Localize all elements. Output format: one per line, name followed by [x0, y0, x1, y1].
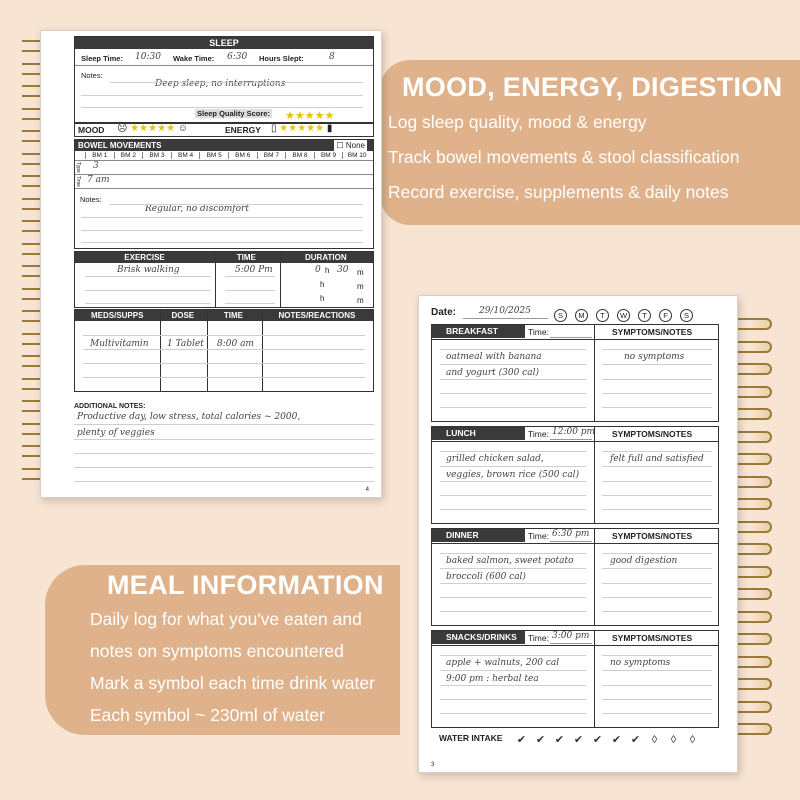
exercise-duration-header: DURATION: [304, 253, 347, 262]
meds-header: MEDS/SUPPS: [90, 311, 144, 320]
additional-notes-line2[interactable]: plenty of veggies: [77, 428, 155, 438]
page-number: 4: [365, 487, 369, 493]
bowel-column-header: BM 9: [314, 152, 343, 159]
date-value[interactable]: 29/10/2025: [479, 306, 531, 316]
meal-food-line1[interactable]: apple + walnuts, 200 cal: [446, 658, 560, 668]
bowel-column-header: BM 8: [285, 152, 314, 159]
meal-time-label: Time:: [528, 531, 549, 541]
symptoms-header: SYMPTOMS/NOTES: [612, 531, 693, 541]
meal-time-label: Time:: [528, 429, 549, 439]
bowel-column-header: BM 2: [114, 152, 143, 159]
meds-section: [74, 309, 374, 392]
bowel-column-header: BM 6: [228, 152, 257, 159]
meal-food-line2[interactable]: and yogurt (300 cal): [446, 368, 539, 378]
meds-time-value[interactable]: 8:00 am: [217, 339, 254, 349]
mood-scale[interactable]: ☹ ★★★★★ ☺: [117, 123, 189, 134]
water-intake-tracker: [515, 730, 705, 748]
meal-time-value[interactable]: 12:00 pm: [552, 427, 596, 437]
meal-section: [431, 324, 719, 422]
duration-h-unit: h: [325, 266, 330, 275]
meal-name: DINNER: [432, 529, 525, 542]
exercise-activity-value[interactable]: Brisk walking: [117, 265, 180, 275]
panel-bullet: Each symbol ~ 230ml of water: [90, 705, 325, 725]
weekday-circle[interactable]: M: [575, 309, 588, 322]
water-drop-checked-icon[interactable]: ✔: [535, 734, 546, 746]
bowel-header: BOWEL MOVEMENTS: [78, 141, 162, 150]
weekday-circle[interactable]: W: [617, 309, 630, 322]
meds-name-value[interactable]: Multivitamin: [90, 339, 149, 349]
exercise-time-value[interactable]: 5:00 Pm: [235, 265, 273, 275]
sleep-notes-value[interactable]: Deep sleep, no interruptions: [155, 79, 286, 89]
symptoms-header: SYMPTOMS/NOTES: [612, 327, 693, 337]
meal-food-line1[interactable]: oatmeal with banana: [446, 352, 542, 362]
hours-slept-value[interactable]: 8: [329, 52, 335, 62]
panel-bullet: Record exercise, supplements & daily notes: [388, 182, 729, 202]
duration-m-unit: m: [357, 282, 364, 291]
water-drop-checked-icon[interactable]: ✔: [630, 734, 641, 746]
bowel-column-header: BM 4: [171, 152, 200, 159]
meal-symptom-note[interactable]: felt full and satisfied: [610, 454, 704, 464]
panel-bullet: Log sleep quality, mood & energy: [388, 112, 647, 132]
meal-symptom-note[interactable]: no symptoms: [610, 658, 671, 668]
meal-food-line1[interactable]: baked salmon, sweet potato: [446, 556, 574, 566]
meal-section: [431, 528, 719, 626]
meal-food-line1[interactable]: grilled chicken salad,: [446, 454, 544, 464]
bowel-notes-label: Notes:: [80, 195, 102, 204]
sleep-section: [74, 36, 374, 123]
bowel-column-header: BM 7: [257, 152, 286, 159]
additional-notes-label: ADDITIONAL NOTES:: [74, 403, 146, 410]
exercise-section: [74, 251, 374, 308]
journal-page-right: [418, 295, 738, 773]
bowel-time-label: Time: [75, 176, 81, 187]
water-drop-checked-icon[interactable]: ✔: [573, 734, 584, 746]
meds-dose-value[interactable]: 1 Tablet: [167, 339, 204, 349]
weekday-circle[interactable]: T: [638, 309, 651, 322]
sleep-quality-stars[interactable]: ★★★★★: [285, 110, 335, 122]
bowel-section: [74, 139, 374, 249]
symptoms-header: SYMPTOMS/NOTES: [612, 633, 693, 643]
meal-time-value[interactable]: 6:30 pm: [552, 529, 590, 539]
panel-bullet: Track bowel movements & stool classification: [388, 147, 740, 167]
dose-header: DOSE: [171, 311, 195, 320]
meal-section: [431, 426, 719, 524]
weekday-circle[interactable]: S: [554, 309, 567, 322]
bowel-none-checkbox[interactable]: ☐ None: [336, 141, 365, 150]
hours-slept-label: Hours Slept:: [259, 54, 304, 63]
exercise-duration-m-value[interactable]: 30: [337, 265, 349, 275]
sleep-quality-label: Sleep Quality Score:: [197, 109, 270, 118]
bowel-type-value[interactable]: 3: [93, 161, 99, 171]
meds-time-header: TIME: [223, 311, 243, 320]
bowel-notes-value[interactable]: Regular, no discomfort: [145, 204, 249, 214]
energy-scale[interactable]: ▯ ★★★★★ ▮: [271, 123, 333, 134]
meal-time-value[interactable]: 3:00 pm: [552, 631, 590, 641]
panel-title: MOOD, ENERGY, DIGESTION: [402, 72, 783, 102]
bowel-column-header: BM 10: [342, 152, 371, 159]
weekday-selector: [554, 305, 701, 323]
bowel-column-header: BM 1: [85, 152, 114, 159]
panel-bullet: Daily log for what you've eaten and: [90, 609, 362, 629]
meal-section: [431, 630, 719, 728]
reactions-header: NOTES/REACTIONS: [278, 311, 356, 320]
meal-name: BREAKFAST: [432, 325, 525, 338]
weekday-circle[interactable]: S: [680, 309, 693, 322]
meal-name: SNACKS/DRINKS: [432, 631, 525, 644]
page-number: 3: [431, 762, 435, 768]
spiral-binding-right: [738, 318, 772, 746]
water-drop-icon[interactable]: ◊: [670, 734, 677, 746]
energy-label: ENERGY: [225, 125, 261, 135]
exercise-header: EXERCISE: [124, 253, 165, 262]
bowel-type-label: Type: [75, 162, 81, 173]
panel-bullet: Mark a symbol each time drink water: [90, 673, 375, 693]
water-intake-label: WATER INTAKE: [439, 733, 503, 743]
meal-food-line2[interactable]: broccoli (600 cal): [446, 572, 526, 582]
water-drop-icon[interactable]: ◊: [651, 734, 658, 746]
water-drop-checked-icon[interactable]: ✔: [611, 734, 622, 746]
water-drop-checked-icon[interactable]: ✔: [554, 734, 565, 746]
symptoms-header: SYMPTOMS/NOTES: [612, 429, 693, 439]
meal-time-label: Time:: [528, 327, 549, 337]
duration-m-unit: m: [357, 268, 364, 277]
mood-label: MOOD: [78, 125, 105, 135]
bowel-column-header: BM 5: [199, 152, 228, 159]
date-label: Date:: [431, 307, 457, 318]
sleep-time-value[interactable]: 10:30: [135, 52, 161, 62]
wake-time-label: Wake Time:: [173, 54, 215, 63]
water-drop-icon[interactable]: ◊: [689, 734, 696, 746]
meal-name: LUNCH: [432, 427, 525, 440]
exercise-time-header: TIME: [236, 253, 256, 262]
mood-energy-section: [74, 123, 374, 137]
meal-time-label: Time:: [528, 633, 549, 643]
bowel-columns: [85, 152, 371, 159]
bowel-time-value[interactable]: 7 am: [87, 175, 110, 185]
weekday-circle[interactable]: F: [659, 309, 672, 322]
exercise-duration-h-value[interactable]: 0: [315, 265, 321, 275]
sleep-header: SLEEP: [75, 37, 373, 49]
journal-page-left: [40, 30, 382, 498]
duration-h-unit: h: [320, 280, 325, 289]
panel-title: MEAL INFORMATION: [107, 570, 384, 600]
feature-panel-meal: [45, 565, 400, 735]
additional-notes-line1[interactable]: Productive day, low stress, total calories ~ 2000,: [77, 412, 301, 422]
sleep-notes-label: Notes:: [81, 71, 103, 80]
feature-panel-mood: [380, 60, 800, 225]
panel-bullet: notes on symptoms encountered: [90, 641, 344, 661]
meal-symptom-note[interactable]: good digestion: [610, 556, 678, 566]
duration-h-unit: h: [320, 294, 325, 303]
water-drop-checked-icon[interactable]: ✔: [592, 734, 603, 746]
sleep-time-label: Sleep Time:: [81, 54, 123, 63]
meal-food-line2[interactable]: veggies, brown rice (500 cal): [446, 470, 580, 480]
meal-food-line2[interactable]: 9:00 pm : herbal tea: [446, 674, 539, 684]
wake-time-value[interactable]: 6:30: [227, 52, 248, 62]
weekday-circle[interactable]: T: [596, 309, 609, 322]
bowel-column-header: BM 3: [142, 152, 171, 159]
meal-symptom-note[interactable]: no symptoms: [624, 352, 685, 362]
duration-m-unit: m: [357, 296, 364, 305]
water-drop-checked-icon[interactable]: ✔: [516, 734, 527, 746]
